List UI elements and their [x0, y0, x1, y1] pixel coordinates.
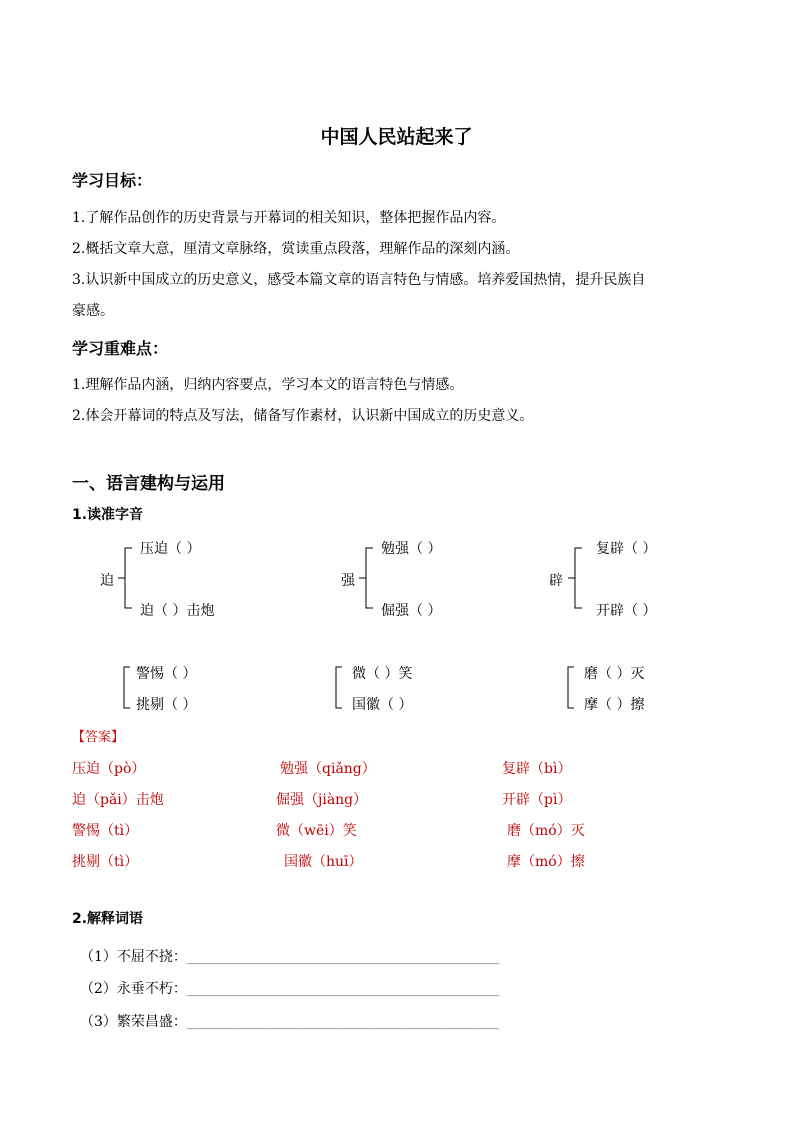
bracket-qiang	[359, 546, 379, 612]
answer-weixiao: 微（wēi）笑	[276, 823, 357, 839]
goal-item-3: 3.认识新中国成立的历史意义，感受本篇文章的语言特色与情感。培养爱国热情，提升民族自	[72, 272, 646, 288]
term-row-3	[80, 1011, 499, 1031]
answer-yapo: 压迫（pò）	[72, 761, 146, 777]
root-char-qiang: 强	[341, 573, 355, 589]
sub-heading-terms: 2.解释词语	[72, 911, 144, 927]
answer-tiaoti: 挑剔（tì）	[72, 854, 139, 870]
term-label-2: （2）永垂不朽：	[80, 981, 187, 997]
item-momie: 磨（ ）灭	[584, 666, 645, 682]
answer-blank-2[interactable]: ________________________________________________	[186, 982, 499, 997]
item-juejiang: 倔强（ ）	[381, 603, 442, 619]
section-heading: 一、语言建构与运用	[72, 474, 225, 494]
keypoint-item-1: 1.理解作品内涵，归纳内容要点，学习本文的语言特色与情感。	[72, 377, 464, 393]
bracket-mo	[566, 666, 576, 710]
item-guohui: 国徽（ ）	[352, 697, 413, 713]
answer-kaipi: 开辟（pì）	[502, 792, 572, 808]
item-weixiao: 微（ ）笑	[352, 666, 413, 682]
answer-juejiang: 倔强（jiàng）	[276, 792, 368, 808]
term-row-1	[80, 946, 499, 966]
answer-blank-1[interactable]: ________________________________________________	[186, 950, 499, 965]
answer-pojipao: 迫（pǎi）击炮	[72, 792, 164, 808]
sub-heading-pronunciation: 1.读准字音	[72, 507, 144, 523]
answer-label: 【答案】	[72, 730, 125, 745]
answer-momie: 磨（mó）灭	[507, 823, 585, 839]
item-pojipao: 迫（ ）击炮	[140, 603, 215, 619]
item-tiaoti: 挑剔（ ）	[136, 697, 197, 713]
answer-mianqiang: 勉强（qiǎng）	[280, 761, 376, 777]
goal-item-2: 2.概括文章大意，厘清文章脉络，赏读重点段落，理解作品的深刻内涵。	[72, 241, 520, 257]
goal-item-1: 1.了解作品创作的历史背景与开幕词的相关知识，整体把握作品内容。	[72, 210, 506, 226]
keypoint-item-2: 2.体会开幕词的特点及写法，储备写作素材，认识新中国成立的历史意义。	[72, 408, 534, 424]
answer-guohui: 国徽（huī）	[284, 854, 363, 870]
answer-jingti: 警惕（tì）	[72, 823, 139, 839]
item-mianqiang: 勉强（ ）	[381, 541, 442, 557]
term-label-3: （3）繁荣昌盛：	[80, 1014, 187, 1030]
root-char-po: 迫	[100, 573, 114, 589]
bracket-ti	[122, 666, 132, 710]
keypoints-heading: 学习重难点：	[72, 339, 169, 358]
term-row-2	[80, 978, 499, 998]
page-title: 中国人民站起来了	[320, 126, 473, 148]
goal-item-3-cont: 豪感。	[72, 303, 114, 319]
answer-moca: 摩（mó）擦	[507, 854, 585, 870]
bracket-bi	[568, 546, 588, 612]
item-moca: 摩（ ）擦	[584, 697, 645, 713]
item-yapo: 压迫（ ）	[140, 541, 201, 557]
answer-blank-3[interactable]: ________________________________________________	[186, 1015, 499, 1030]
bracket-wei	[334, 666, 344, 710]
item-jingti: 警惕（ ）	[136, 666, 197, 682]
bracket-po	[118, 546, 138, 612]
root-char-bi: 辟	[549, 573, 563, 589]
answer-fubi: 复辟（bì）	[502, 761, 572, 777]
item-fubi: 复辟（ ）	[596, 541, 657, 557]
goals-heading: 学习目标：	[72, 171, 153, 190]
term-label-1: （1）不屈不挠：	[80, 949, 187, 965]
item-kaipi: 开辟（ ）	[596, 603, 657, 619]
